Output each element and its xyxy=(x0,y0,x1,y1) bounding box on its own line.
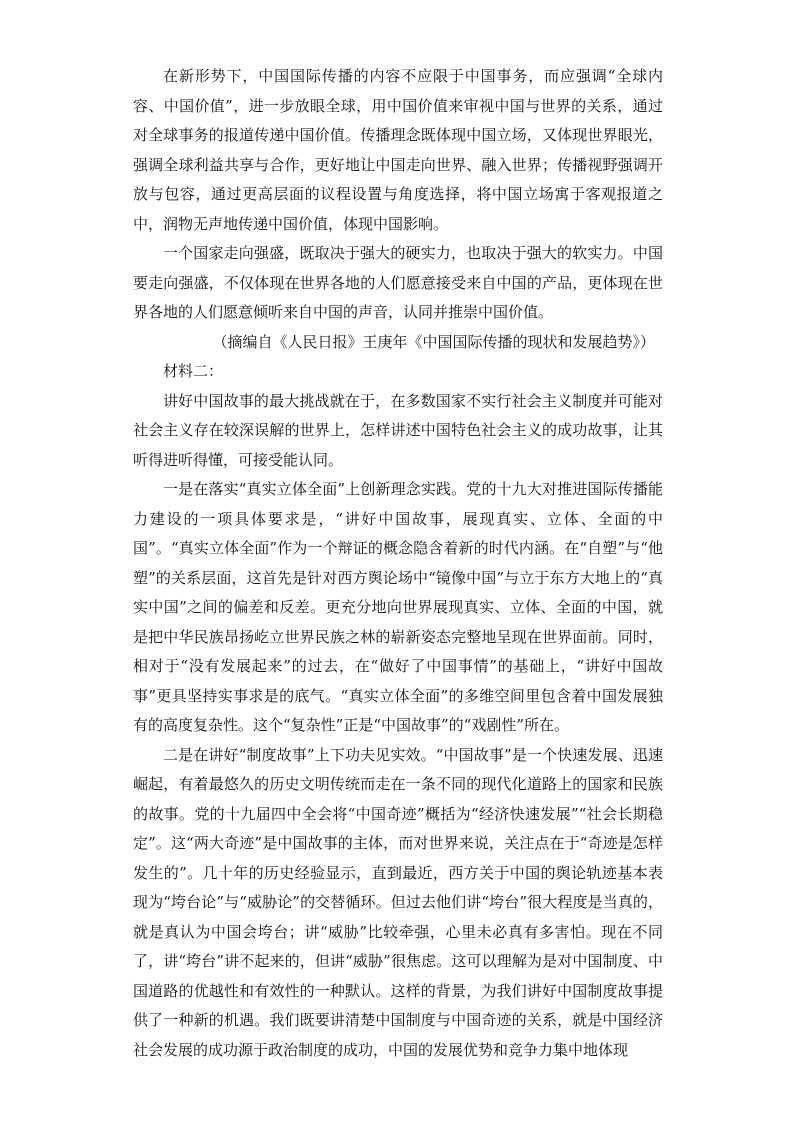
paragraph-soft-power: 一个国家走向强盛，既取决于强大的硬实力，也取决于强大的软实力。中国要走向强盛，不仅体现在世界各地的人们愿意接受来自中国的产品，更体现在世界各地的人们愿意倾听来自中国的声音，认同并推崇中国价值。 xyxy=(133,244,663,321)
paragraph-challenge: 讲好中国故事的最大挑战就在于，在多数国家不实行社会主义制度并可能对社会主义存在较深误解的世界上，怎样讲述中国特色社会主义的成功故事，让其听得进听得懂，可接受能认同。 xyxy=(133,391,663,469)
paragraph-point-two: 二是在讲好“制度故事”上下功夫见实效。“中国故事”是一个快速发展、迅速崛起，有着最悠久的历史文明传统而走在一条不同的现代化道路上的国家和民族的故事。党的十九届四中全会将“中国奇迹”概括为“经济快速发展”“社会长期稳定”。这“两大奇迹”是中国故事的主体，而对世界来说，关注点在于“奇迹是怎样发生的”。几十年的历史经验显示，直到最近，西方关于中国的舆论轨迹基本表现为“垮台论”与“威胁论”的交替循环。但过去他们讲“垮台”很大程度是当真的，就是真认为中国会垮台；讲“威胁”比较牵强，心里未必真有多害怕。现在不同了，讲“垮台”讲不起来的，但讲“威胁”很焦虑。这可以理解为是对中国制度、中国道路的优越性和有效性的一种默认。这样的背景，为我们讲好中国制度故事提供了一种新的机遇。我们既要讲清楚中国制度与中国奇迹的关系，就是中国经济社会发展的成功源于政治制度的成功，中国的发展优势和竞争力集中地体现 xyxy=(133,745,663,1059)
paragraph-global-content: 在新形势下，中国国际传播的内容不应限于中国事务，而应强调“全球内容、中国价值”，进一步放眼全球，用中国价值来审视中国与世界的关系，通过对全球事务的报道传递中国价值。传播理念既体现中国立场，又体现世界眼光，强调全球利益共享与合作，更好地让中国走向世界、融入世界；传播视野强调开放与包容，通过更高层面的议程设置与角度选择，将中国立场寓于客观报道之中，润物无声地传递中国价值，体现中国影响。 xyxy=(133,67,663,233)
document-body xyxy=(133,62,663,1065)
source-citation: （摘编自《人民日报》王庚年《中国国际传播的现状和发展趋势》） xyxy=(212,332,655,351)
paragraph-point-one: 一是在落实“真实立体全面”上创新理念实践。党的十九大对推进国际传播能力建设的一项具体要求是，“讲好中国故事，展现真实、立体、全面的中国”。“真实立体全面”作为一个辩证的概念隐含着新的时代内涵。在“自塑”与“他塑”的关系层面，这首先是针对西方舆论场中“镜像中国”与立于东方大地上的“真实中国”之间的偏差和反差。更充分地向世界展现真实、立体、全面的中国，就是把中华民族昂扬屹立世界民族之林的崭新姿态完整地呈现在世界面前。同时，相对于“没有发展起来”的过去，在“做好了中国事情”的基础上，“讲好中国故事”更具坚持实事求是的底气。“真实立体全面”的多维空间里包含着中国发展独有的高度复杂性。这个“复杂性”正是“中国故事”的“戏剧性”所在。 xyxy=(133,480,663,734)
material-two-heading: 材料二： xyxy=(163,362,224,380)
